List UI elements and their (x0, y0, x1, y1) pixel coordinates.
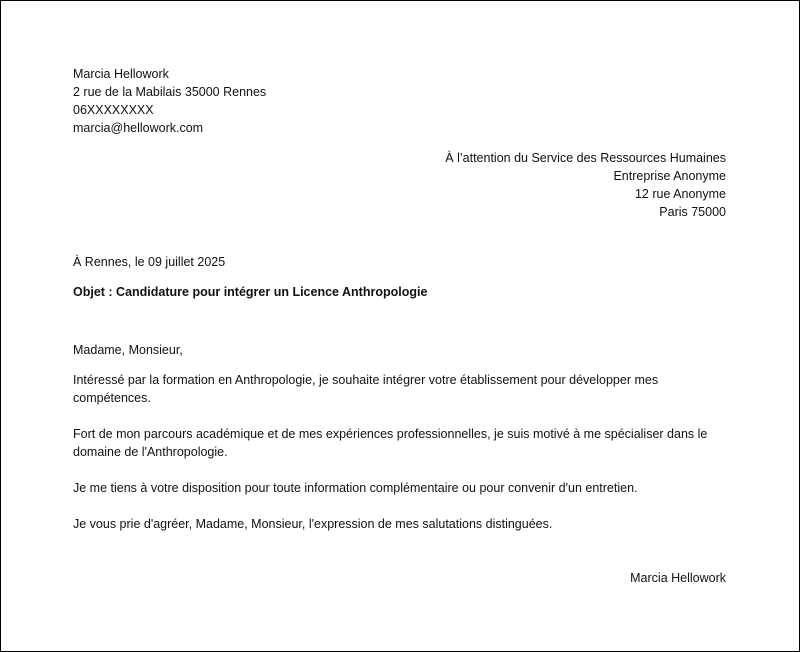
recipient-street: 12 rue Anonyme (634, 187, 726, 201)
recipient-company: Entreprise Anonyme (613, 169, 726, 183)
paragraph-1: Intéressé par la formation en Anthropologie, je souhaite intégrer votre établissement pour développer mes compétences. (73, 373, 659, 405)
paragraph-3: Je me tiens à votre disposition pour toute information complémentaire ou pour convenir d'un entretien. (73, 481, 638, 495)
salutation: Madame, Monsieur, (73, 343, 183, 357)
subject-line: Objet : Candidature pour intégrer un Licence Anthropologie (73, 285, 428, 299)
recipient-city: Paris 75000 (659, 205, 726, 219)
sender-phone: 06XXXXXXXX (73, 103, 154, 117)
paragraph-4: Je vous prie d'agréer, Madame, Monsieur, l'expression de mes salutations distinguées. (73, 517, 553, 531)
signature: Marcia Hellowork (630, 571, 726, 585)
date-line: À Rennes, le 09 juillet 2025 (73, 255, 226, 269)
sender-email: marcia@hellowork.com (73, 121, 204, 135)
sender-address: 2 rue de la Mabilais 35000 Rennes (73, 85, 267, 99)
paragraph-2: Fort de mon parcours académique et de mes expériences professionnelles, je suis motivé à me spécialiser dans le domaine de l'Anthropologie. (73, 427, 708, 459)
recipient-attention: À l’attention du Service des Ressources Humaines (445, 151, 726, 165)
sender-name: Marcia Hellowork (73, 67, 169, 81)
